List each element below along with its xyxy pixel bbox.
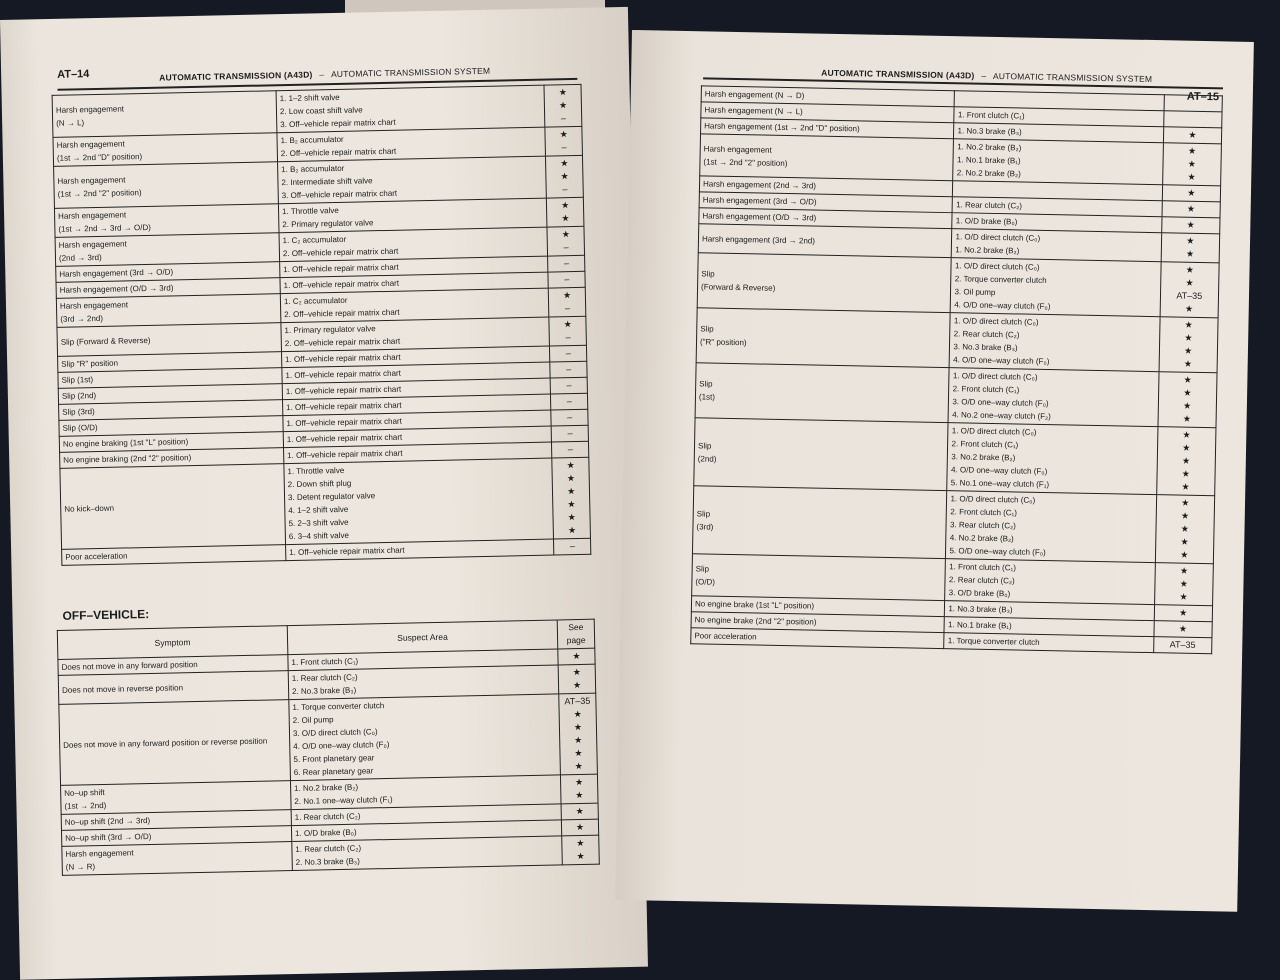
see-page-mark: ★	[1180, 536, 1189, 547]
suspect-area-item: 1. Rear clutch (C₂)	[294, 811, 361, 823]
see-page-mark	[1167, 112, 1219, 126]
suspect-area-item: 1. O/D direct clutch (C₀)	[951, 426, 1037, 437]
suspect-area-item: 3. Off–vehicle repair matrix chart	[281, 188, 398, 201]
see-page-mark: ★	[1187, 171, 1196, 182]
suspect-area-item: 1. 1–2 shift valve	[279, 92, 340, 104]
suspect-area-item: 2. Rear clutch (C₂)	[948, 575, 1015, 586]
suspect-area-item: 5. 2–3 shift valve	[288, 517, 349, 529]
suspect-area-item: 1. O/D direct clutch (C₀)	[954, 261, 1040, 272]
see-page-cell	[550, 345, 587, 362]
symptom-cell: No kick–down	[60, 464, 286, 550]
suspect-area-item: 2. Off–vehicle repair matrix chart	[284, 336, 401, 349]
see-page-mark: ★	[1185, 264, 1194, 275]
suspect-area-item: 1. Rear clutch (C₂)	[295, 843, 362, 854]
see-page-mark: ★	[576, 850, 585, 862]
suspect-area-item: 3. O/D one–way clutch (F₀)	[952, 397, 1049, 409]
suspect-area-item: 2. Off–vehicle repair matrix chart	[282, 246, 399, 259]
suspect-area-item: 2. Primary regulator valve	[282, 218, 374, 230]
suspect-area-item: 1. No.3 brake (B₃)	[948, 604, 1013, 615]
right-title-regular: AUTOMATIC TRANSMISSION SYSTEM	[992, 70, 1153, 84]
suspect-area-item: 1. Torque converter clutch	[292, 701, 385, 713]
see-page-mark: ★	[575, 805, 584, 817]
suspect-area-item: 6. Rear planetary gear	[293, 766, 374, 778]
see-page-cell	[549, 287, 586, 317]
suspect-area-item: 2. Front clutch (C₁)	[952, 384, 1020, 395]
suspect-area-item: 4. No.2 one–way clutch (F₂)	[952, 410, 1051, 422]
see-page-mark: ★	[1186, 219, 1195, 230]
see-page-cell	[545, 126, 582, 156]
symptom-cell: Harsh engagement (1st → 2nd "2" position)	[700, 134, 954, 181]
see-page-mark: ★	[1178, 623, 1188, 634]
symptom-cell: Slip "R" position	[58, 352, 282, 373]
suspect-area-item: 4. O/D one–way clutch (F₀)	[950, 465, 1048, 477]
symptom-cell: No engine brake (2nd "2" position)	[691, 612, 945, 633]
right-title-sep: –	[981, 70, 987, 81]
see-page-mark: ★	[561, 229, 570, 240]
suspect-area-item: 3. O/D direct clutch (C₀)	[292, 727, 378, 739]
symptom-cell: Harsh engagement (3rd → O/D)	[56, 262, 280, 283]
left-title-bold: AUTOMATIC TRANSMISSION (A43D)	[159, 69, 313, 83]
suspect-area-item: 2. No.1 one–way clutch (F₁)	[294, 794, 393, 807]
see-page-mark: ★	[1181, 497, 1190, 508]
suspect-area-item: 1. No.3 brake (B₃)	[957, 126, 1022, 137]
see-page-cell	[551, 393, 588, 410]
see-page-cell	[1155, 495, 1215, 564]
table-row	[59, 693, 598, 785]
see-page-mark: –	[566, 396, 572, 407]
see-page-cell	[1163, 111, 1222, 128]
table-row	[697, 253, 1219, 318]
suspect-area-item: 1. Front clutch (C₁)	[957, 110, 1025, 121]
see-page-mark: ★	[562, 290, 572, 301]
see-page-mark: ★	[572, 666, 581, 678]
suspect-area-item: 1. No.1 brake (B₁)	[948, 620, 1012, 631]
see-page-mark: ★	[1185, 248, 1195, 259]
symptom-cell: No engine braking (2nd "2" position)	[60, 448, 284, 469]
see-page-cell	[547, 226, 584, 256]
suspect-area-cell	[277, 156, 546, 204]
see-page-mark: –	[564, 274, 570, 285]
see-page-mark: ★	[560, 171, 569, 182]
suspect-area-item: 2. Rear clutch (C₂)	[953, 329, 1020, 340]
see-page-mark: ★	[1182, 429, 1191, 440]
suspect-area-item: 1. C₂ accumulator	[282, 234, 347, 246]
see-page-cell	[547, 197, 584, 227]
see-page-mark: ★	[559, 100, 568, 111]
suspect-area-item: 2. No.3 brake (B₃)	[295, 856, 360, 867]
see-page-mark: ★	[1184, 345, 1193, 356]
suspect-area-item: 3. Detent regulator valve	[287, 491, 376, 503]
suspect-area-item: 4. 1–2 shift valve	[288, 504, 349, 516]
suspect-area-item: 1. Off–vehicle repair matrix chart	[286, 416, 402, 429]
symptom-cell: Does not move in any forward position	[58, 655, 288, 676]
see-page-cell	[1159, 317, 1218, 373]
see-page-mark: –	[569, 541, 575, 552]
see-page-cell	[1160, 262, 1219, 318]
right-page-number: AT–15	[1186, 90, 1220, 104]
symptom-cell: Harsh engagement (3rd → O/D)	[699, 192, 953, 213]
see-page-cell	[1162, 143, 1221, 186]
see-page-mark: ★	[1184, 303, 1194, 314]
symptom-cell: Harsh engagement (1st → 2nd "D" position)	[53, 133, 277, 167]
suspect-area-item: 1. No.1 brake (B₁)	[956, 155, 1021, 166]
suspect-area-item: 1. O/D direct clutch (C₀)	[950, 494, 1036, 505]
see-page-mark: ★	[1183, 374, 1192, 385]
symptom-cell: Slip (1st)	[58, 368, 282, 389]
see-page-cell	[1164, 95, 1223, 112]
see-page-mark: ★	[576, 837, 585, 849]
see-page-mark: ★	[573, 708, 582, 720]
suspect-area-item: 2. Off–vehicle repair matrix chart	[284, 307, 400, 320]
see-page-cell	[561, 819, 598, 836]
suspect-area-item: 2. Oil pump	[292, 715, 334, 726]
suspect-area-item: 2. No.3 brake (B₃)	[291, 685, 357, 697]
see-page-cell	[1154, 605, 1213, 622]
table-row	[60, 457, 591, 549]
see-page-mark: ★	[567, 512, 576, 523]
see-page-mark: ★	[1186, 203, 1196, 214]
see-page-mark: ★	[1182, 442, 1191, 453]
see-page-mark: ★	[561, 200, 570, 211]
see-page-cell	[1154, 621, 1213, 638]
suspect-area-item: 4. O/D one–way clutch (F₀)	[954, 300, 1051, 312]
see-page-mark: –	[560, 113, 567, 124]
table-row	[696, 308, 1218, 373]
symptom-cell: Harsh engagement (1st → 2nd → 3rd → O/D)	[54, 204, 278, 238]
see-page-mark: ★	[573, 721, 583, 733]
see-page-mark	[1167, 96, 1219, 110]
see-page-mark: ★	[575, 821, 585, 833]
suspect-area-item: 1. Off–vehicle repair matrix chart	[283, 262, 399, 275]
suspect-area-item: 1. Front clutch (C₁)	[291, 656, 359, 668]
see-page-mark: –	[563, 242, 569, 253]
see-page-cell	[548, 271, 585, 288]
see-page-mark: –	[565, 348, 571, 359]
suspect-area-item: 1. O/D brake (B₀)	[955, 216, 1018, 227]
suspect-area-cell	[289, 694, 561, 781]
see-page-cell	[1154, 563, 1213, 606]
see-page-mark: –	[567, 412, 573, 423]
see-page-mark: ★	[563, 319, 572, 330]
suspect-area-cell	[950, 313, 1160, 372]
see-page-mark: AT–35	[1169, 639, 1196, 650]
header-see-page: See page	[557, 619, 595, 649]
see-page-cell	[551, 377, 588, 394]
symptom-cell: Harsh engagement (N → L)	[52, 91, 277, 138]
see-page-cell	[1156, 427, 1216, 496]
see-page-mark: –	[563, 258, 570, 269]
symptom-cell: Does not move in any forward position or reverse position	[59, 700, 291, 786]
suspect-area-cell	[951, 258, 1161, 317]
symptom-cell: Harsh engagement (O/D → 3rd)	[699, 208, 953, 229]
suspect-area-item: 6. 3–4 shift valve	[288, 530, 349, 542]
see-page-mark: ★	[1179, 591, 1188, 602]
suspect-area-item: 5. O/D one–way clutch (F₀)	[949, 546, 1046, 558]
see-page-mark: ★	[1184, 332, 1193, 343]
suspect-area-item: 1. Off–vehicle repair matrix chart	[285, 384, 402, 397]
suspect-area-item: 1. Front clutch (C₁)	[949, 562, 1017, 573]
suspect-area-item: 2. Off–vehicle repair matrix chart	[280, 146, 397, 159]
see-page-mark: ★	[572, 679, 582, 691]
see-page-mark: ★	[1180, 510, 1190, 521]
suspect-area-item: 2. Front clutch (C₁)	[951, 439, 1019, 450]
see-page-cell	[1161, 217, 1220, 234]
suspect-area-item: 3. Off–vehicle repair matrix chart	[280, 117, 396, 130]
left-page-number: AT–14	[57, 68, 90, 81]
suspect-area-item: 3. No.3 brake (B₃)	[953, 342, 1018, 353]
see-page-cell	[554, 538, 591, 555]
see-page-mark: ★	[567, 525, 577, 536]
see-page-mark: ★	[559, 129, 568, 140]
see-page-mark: ★	[574, 734, 583, 746]
symptom-cell: Slip (2nd)	[694, 418, 949, 491]
symptom-cell: Slip (3rd)	[692, 486, 947, 559]
see-page-mark: ★	[566, 473, 576, 484]
see-page-cell	[546, 155, 583, 198]
symptom-cell: Slip (3rd)	[59, 400, 283, 421]
suspect-area-item: 2. Torque converter clutch	[954, 274, 1047, 286]
see-page-mark: ★	[574, 747, 583, 759]
suspect-area-item: 1. Primary regulator valve	[284, 324, 376, 336]
suspect-area-item: 3. No.2 brake (B₂)	[951, 452, 1016, 463]
suspect-area-item: 1. Off–vehicle repair matrix chart	[285, 368, 401, 381]
see-page-mark: AT–35	[564, 695, 591, 707]
see-page-mark: ★	[1180, 523, 1189, 534]
see-page-cell	[552, 425, 589, 442]
suspect-area-item: 1. Off–vehicle repair matrix chart	[283, 278, 400, 291]
suspect-area-item: 1. Off–vehicle repair matrix chart	[285, 352, 401, 365]
see-page-cell	[558, 648, 595, 665]
see-page-cell	[544, 84, 581, 127]
symptom-cell: No–up shift (3rd → O/D)	[61, 826, 291, 847]
off-vehicle-table	[57, 619, 600, 876]
right-page	[615, 30, 1254, 912]
suspect-area-item: 4. O/D one–way clutch (F₀)	[293, 740, 390, 752]
symptom-cell: Harsh engagement (N → D)	[701, 86, 955, 107]
see-page-mark: AT–35	[1176, 290, 1203, 301]
suspect-area-item: 2. No.2 brake (B₂)	[956, 168, 1021, 179]
see-page-mark: –	[562, 184, 568, 195]
suspect-area-item: 1. Rear clutch (C₂)	[956, 200, 1023, 211]
suspect-area-item: 4. No.2 brake (B₂)	[949, 533, 1014, 544]
on-vehicle-table	[52, 84, 592, 566]
symptom-cell: Poor acceleration	[691, 628, 945, 649]
see-page-mark: ★	[572, 650, 581, 662]
see-page-mark: ★	[1187, 158, 1196, 169]
table-row	[692, 486, 1214, 564]
see-page-mark: ★	[567, 486, 576, 497]
see-page-cell	[552, 457, 590, 539]
suspect-area-item: 5. No.1 one–way clutch (F₁)	[950, 478, 1050, 490]
see-page-mark: ★	[575, 789, 584, 801]
see-page-mark: ★	[574, 776, 584, 788]
header-suspect-area: Suspect Area	[287, 620, 558, 655]
see-page-cell	[549, 316, 586, 346]
see-page-mark: ★	[1183, 387, 1192, 398]
see-page-mark: –	[565, 332, 571, 343]
see-page-mark: ★	[567, 499, 576, 510]
suspect-area-item: 3. Rear clutch (C₂)	[949, 520, 1016, 531]
table-row	[695, 363, 1217, 428]
see-page-cell	[1153, 637, 1212, 654]
header-symptom: Symptom	[57, 626, 287, 660]
see-page-mark: ★	[1181, 481, 1190, 492]
see-page-mark: ★	[1183, 358, 1193, 369]
suspect-area-item: 2. Low coast shift valve	[279, 105, 363, 117]
symptom-cell: Harsh engagement (O/D → 3rd)	[56, 278, 280, 299]
see-page-mark: ★	[1187, 187, 1196, 198]
see-page-mark: –	[561, 142, 567, 153]
symptom-cell: No–up shift (2nd → 3rd)	[61, 810, 291, 831]
see-page-cell	[552, 441, 589, 458]
symptom-cell: Harsh engagement (1st → 2nd "D" position)	[701, 118, 955, 139]
symptom-cell: Does not move in reverse position	[58, 671, 288, 705]
suspect-area-cell	[944, 633, 1153, 653]
see-page-mark: ★	[1179, 565, 1189, 576]
suspect-area-cell	[948, 368, 1158, 427]
see-page-mark: –	[567, 428, 573, 439]
see-page-mark: –	[566, 364, 572, 375]
see-page-mark: ★	[1187, 145, 1197, 156]
symptom-cell: Slip (O/D)	[59, 416, 283, 437]
see-page-mark: ★	[566, 460, 575, 471]
see-page-mark: ★	[558, 87, 568, 98]
suspect-area-item: 1. B₂ accumulator	[281, 163, 345, 175]
see-page-mark: ★	[561, 213, 570, 224]
see-page-cell	[1158, 372, 1217, 428]
suspect-area-item: 1. No.2 brake (B₂)	[957, 142, 1022, 153]
see-page-cell	[558, 664, 596, 694]
see-page-mark: –	[567, 444, 573, 455]
see-page-mark: ★	[1182, 413, 1192, 424]
left-title-sep: –	[319, 69, 325, 80]
symptom-cell: Slip (1st)	[695, 363, 949, 423]
see-page-mark: ★	[1179, 578, 1188, 589]
see-page-cell	[1161, 233, 1220, 263]
symptom-cell: Harsh engagement (2nd → 3rd)	[699, 176, 953, 197]
see-page-mark: ★	[1181, 468, 1191, 479]
suspect-area-item: 5. Front planetary gear	[293, 753, 375, 765]
symptom-cell: Slip (Forward & Reverse)	[57, 323, 281, 357]
symptom-cell: Slip (2nd)	[58, 384, 282, 405]
suspect-area-cell	[953, 139, 1163, 185]
see-page-mark: ★	[1184, 319, 1193, 330]
see-page-cell	[560, 774, 598, 804]
suspect-area-item: 1. Rear clutch (C₂)	[291, 672, 358, 684]
table-row	[694, 418, 1216, 496]
symptom-cell: Harsh engagement (3rd → 2nd)	[698, 224, 952, 258]
suspect-area-item: 1. Throttle valve	[281, 205, 339, 217]
suspect-area-item: 1. Throttle valve	[287, 465, 345, 477]
right-symptom-table	[690, 85, 1223, 654]
symptom-cell: Harsh engagement (2nd → 3rd)	[55, 233, 279, 267]
see-page-cell	[1162, 185, 1221, 202]
suspect-area-item: 1. No.2 brake (B₂)	[294, 782, 359, 794]
see-page-cell	[1162, 201, 1221, 218]
suspect-area-item: 2. Down shift plug	[287, 478, 352, 490]
see-page-mark: –	[564, 303, 571, 314]
off-vehicle-title: OFF–VEHICLE:	[62, 607, 150, 623]
suspect-area-item: 1. Off–vehicle repair matrix chart	[289, 545, 405, 558]
suspect-area-cell	[952, 229, 1162, 262]
suspect-area-cell	[292, 836, 563, 871]
suspect-area-cell	[276, 85, 545, 133]
symptom-cell: No–up shift (1st → 2nd)	[61, 781, 291, 815]
suspect-area-item: 1. Off–vehicle repair matrix chart	[286, 400, 402, 413]
left-title-regular: AUTOMATIC TRANSMISSION SYSTEM	[330, 65, 491, 80]
suspect-area-item: 1. O/D direct clutch (C₀)	[955, 232, 1041, 243]
symptom-cell: No engine brake (1st "L" position)	[691, 596, 945, 617]
suspect-area-item: 1. O/D direct clutch (C₀)	[952, 371, 1038, 382]
symptom-cell: Slip (Forward & Reverse)	[697, 253, 951, 313]
see-page-mark: ★	[574, 760, 583, 772]
see-page-cell	[562, 835, 600, 865]
symptom-cell: Poor acceleration	[62, 545, 286, 566]
see-page-mark: ★	[1179, 607, 1188, 618]
symptom-cell: Slip (O/D)	[692, 554, 946, 601]
suspect-area-item: 1. Torque converter clutch	[947, 636, 1040, 647]
see-page-cell	[559, 693, 598, 775]
suspect-area-cell	[946, 491, 1156, 563]
see-page-cell	[548, 255, 585, 272]
right-title-bold: AUTOMATIC TRANSMISSION (A43D)	[821, 67, 975, 81]
see-page-mark: ★	[1185, 277, 1194, 288]
symptom-cell: No engine braking (1st "L" position)	[59, 432, 283, 453]
see-page-mark: ★	[1186, 235, 1195, 246]
symptom-cell: Harsh engagement (N → R)	[62, 842, 292, 876]
suspect-area-item: 1. No.2 brake (B₂)	[955, 245, 1020, 256]
symptom-cell: Harsh engagement (N → L)	[701, 102, 955, 123]
suspect-area-item: 2. Front clutch (C₁)	[950, 507, 1018, 518]
suspect-area-item: 1. O/D direct clutch (C₀)	[953, 316, 1039, 327]
see-page-mark: ★	[560, 158, 569, 169]
symptom-cell: Harsh engagement (3rd → 2nd)	[56, 294, 280, 328]
suspect-area-item: 2. Intermediate shift valve	[281, 176, 373, 188]
suspect-area-item: 1. C₂ accumulator	[283, 295, 348, 307]
see-page-mark: –	[566, 380, 572, 391]
see-page-mark: ★	[1183, 400, 1192, 411]
see-page-cell	[551, 409, 588, 426]
suspect-area-cell	[945, 559, 1155, 605]
see-page-cell	[1163, 127, 1222, 144]
symptom-cell: Harsh engagement (1st → 2nd "2" position)	[54, 162, 279, 209]
suspect-area-item: 4. O/D one–way clutch (F₀)	[953, 355, 1050, 367]
see-page-mark: ★	[1180, 549, 1189, 560]
see-page-mark: ★	[1182, 455, 1191, 466]
suspect-area-cell	[284, 458, 554, 545]
suspect-area-item: 1. Off–vehicle repair matrix chart	[286, 432, 403, 445]
left-page-header	[57, 68, 89, 81]
suspect-area-item: 1. B₂ accumulator	[280, 134, 344, 146]
suspect-area-item: 3. Oil pump	[954, 287, 996, 298]
see-page-cell	[550, 361, 587, 378]
left-page	[0, 7, 648, 980]
see-page-cell	[561, 803, 598, 820]
suspect-area-cell	[947, 423, 1157, 495]
symptom-cell: Slip ("R" position)	[696, 308, 950, 368]
suspect-area-item: 1. O/D brake (B₀)	[294, 827, 357, 838]
suspect-area-item: 3. O/D brake (B₀)	[948, 588, 1011, 599]
suspect-area-item: 1. Off–vehicle repair matrix chart	[287, 448, 403, 461]
see-page-mark: ★	[1188, 129, 1197, 140]
